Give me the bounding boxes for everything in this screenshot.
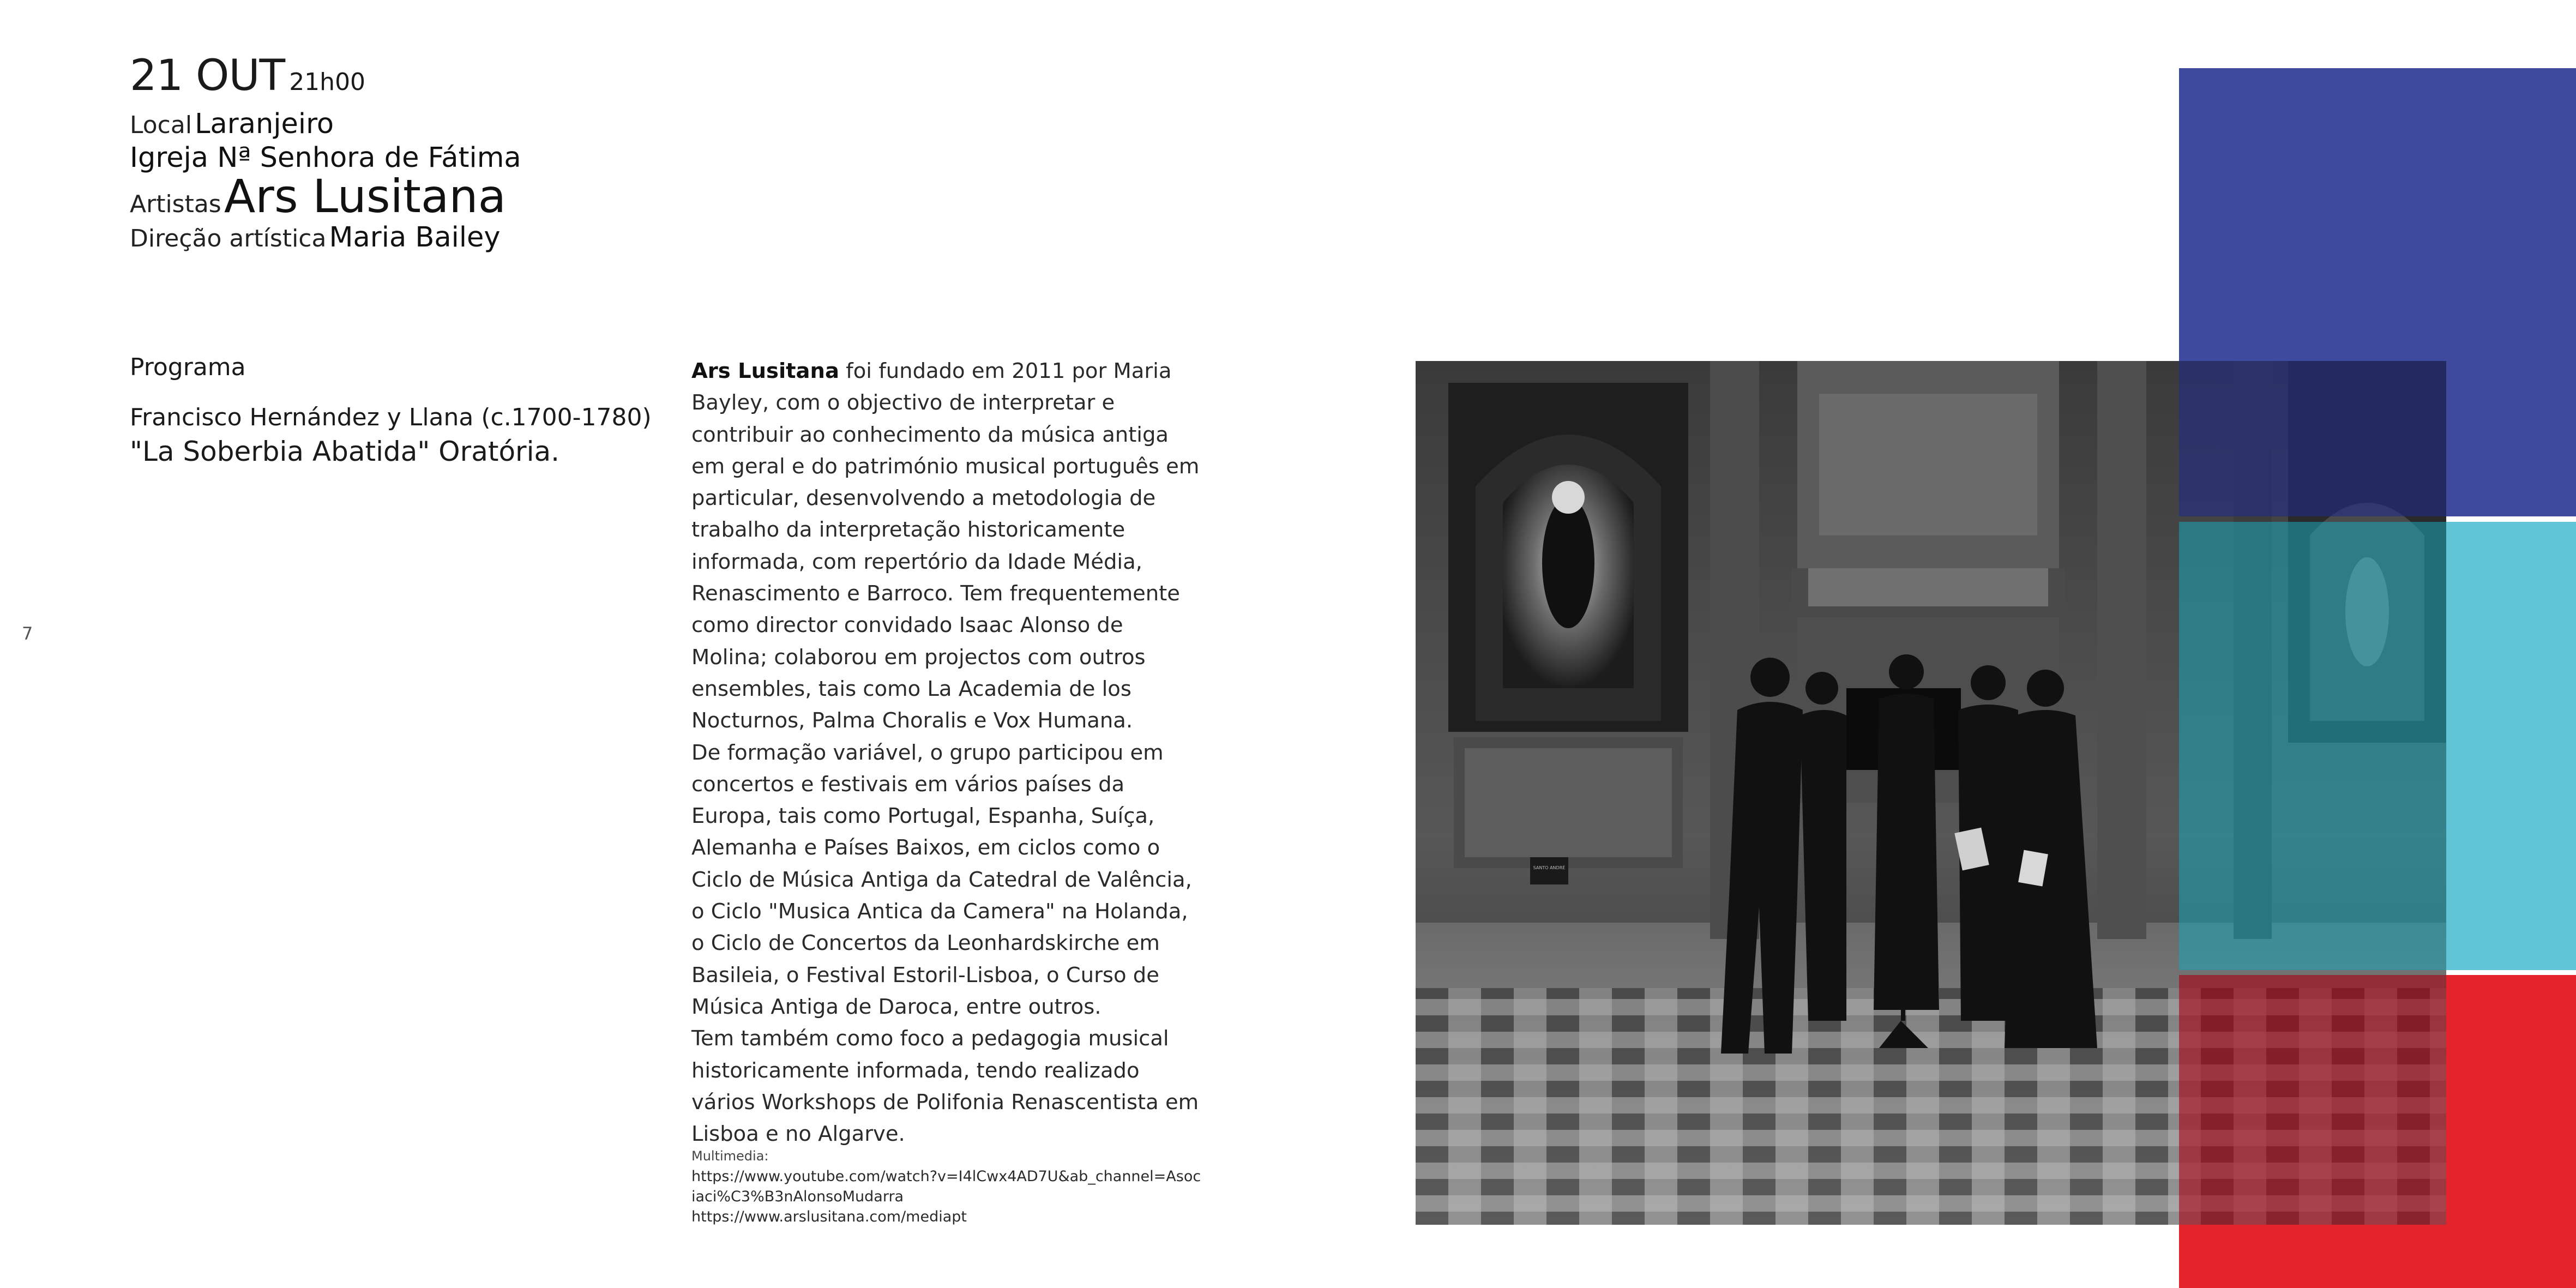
website-link[interactable]: https://www.arslusitana.com/mediapt bbox=[691, 1208, 967, 1225]
event-date-time bbox=[130, 51, 366, 100]
ensemble-photo-graphic bbox=[1416, 361, 2446, 1225]
venue-name: Igreja Nª Senhora de Fátima bbox=[130, 142, 521, 174]
programa-work: "La Soberbia Abatida" Oratória. bbox=[130, 436, 560, 467]
bio-paragraph-1 bbox=[691, 356, 1204, 737]
event-direction bbox=[130, 221, 501, 254]
photo-sign-text: SANTO ANDRÉ bbox=[1533, 865, 1566, 870]
page-number: 7 bbox=[22, 623, 33, 644]
event-venue bbox=[130, 144, 521, 172]
artists-value: Ars Lusitana bbox=[224, 170, 507, 223]
ensemble-photo bbox=[1416, 361, 2446, 1225]
programa-heading: Programa bbox=[130, 353, 246, 381]
event-time: 21h00 bbox=[289, 68, 366, 96]
ensemble-biography bbox=[691, 356, 1204, 1150]
bio-intro: foi fundado em 2011 por Maria Bayley, com o objectivo de interpretar e contribuir ao conhecimento da música antiga em geral e do património musical português em particular, desenvolvendo a metodologia de trabalho da interpretação historicamente informada, com repertório da Idade Média, Renascimento e Barroco. Tem frequentemente como director convidado Isaac Alonso de Molina; colaborou em projectos com outros ensembles, tais como La Academia de los Nocturnos, Palma Choralis e Vox Humana. bbox=[691, 359, 1200, 733]
local-value: Laranjeiro bbox=[195, 108, 334, 140]
direction-label: Direção artística bbox=[130, 225, 327, 252]
multimedia-links bbox=[691, 1146, 1204, 1227]
bio-paragraph-3: Tem também como foco a pedagogia musical historicamente informada, tendo realizado vários Workshops de Polifonia Renascentista em Lisboa e no Algarve. bbox=[691, 1026, 1199, 1147]
local-label: Local bbox=[130, 111, 192, 139]
artists-label: Artistas bbox=[130, 190, 221, 218]
bio-ensemble-name: Ars Lusitana bbox=[691, 359, 839, 383]
event-date: 21 OUT bbox=[130, 51, 285, 100]
programa-composer: Francisco Hernández y Llana (c.1700-1780) bbox=[130, 404, 652, 431]
bio-paragraph-2: De formação variável, o grupo participou em concertos e festivais em vários países da Europa, tais como Portugal, Espanha, Suíça, Alemanha e Países Baixos, em ciclos como o Ciclo de Música Antiga da Catedral de Valência, o Ciclo "Musica Antica da Camera" na Holanda, o Ciclo de Concertos da Leonhardskirche em Basileia, o Festival Estoril-Lisboa, o Curso de Música Antiga de Daroca, entre outros. bbox=[691, 740, 1192, 1019]
youtube-link[interactable]: https://www.youtube.com/watch?v=I4lCwx4AD7U&ab_channel=Asociaci%C3%B3nAlonsoMudarra bbox=[691, 1168, 1201, 1205]
direction-value: Maria Bailey bbox=[329, 221, 501, 254]
multimedia-label: Multimedia: bbox=[691, 1148, 769, 1164]
event-artists bbox=[130, 170, 507, 223]
event-local bbox=[130, 110, 334, 138]
